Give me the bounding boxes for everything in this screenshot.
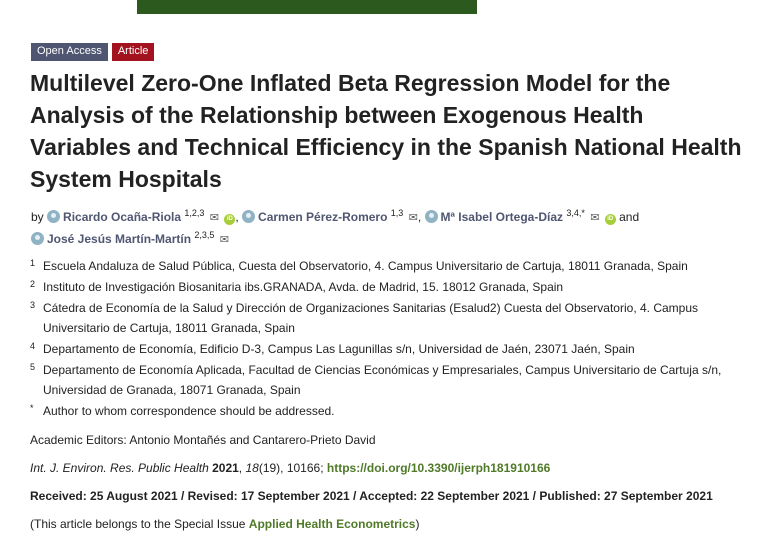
author-name[interactable]: José Jesús Martín-Martín	[47, 232, 192, 246]
citation-year: 2021	[212, 461, 239, 475]
author-list	[31, 207, 751, 251]
academic-editors: Academic Editors: Antonio Montañés and Cantarero-Prieto David	[30, 433, 376, 447]
mail-icon[interactable]: ✉	[219, 234, 229, 246]
author-name[interactable]: Carmen Pérez-Romero	[258, 210, 388, 224]
author-perez-romero[interactable]	[242, 210, 387, 224]
publication-dates: Received: 25 August 2021 / Revised: 17 September 2021 / Accepted: 22 September 2021 / Published: 27 September 2021	[30, 489, 713, 503]
and-label: and	[619, 210, 640, 224]
author-separator: ,	[417, 210, 422, 224]
affiliation-number: 2	[30, 279, 36, 289]
affiliation-item	[30, 298, 730, 338]
author-affiliation-sup: 1,3	[390, 208, 404, 218]
special-issue-suffix: )	[415, 517, 420, 531]
orcid-icon[interactable]: iD	[224, 214, 235, 225]
affiliation-item	[30, 339, 730, 359]
mail-icon[interactable]: ✉	[590, 212, 600, 224]
author-name[interactable]: Ricardo Ocaña-Riola	[63, 210, 182, 224]
affiliation-number: *	[30, 403, 34, 413]
citation-issue-page: (19), 10166;	[258, 461, 324, 475]
author-affiliation-sup: 2,3,5	[194, 230, 215, 240]
special-issue-prefix: (This article belongs to the Special Issue	[30, 517, 249, 531]
author-affiliation-sup: 3,4,*	[566, 208, 585, 218]
author-ocana-riola[interactable]	[47, 210, 181, 224]
correspondence-note	[30, 401, 730, 421]
affiliation-number: 5	[30, 362, 36, 372]
author-avatar-icon	[425, 210, 438, 223]
author-affiliation-sup: 1,2,3	[184, 208, 205, 218]
author-avatar-icon	[31, 232, 44, 245]
mail-icon[interactable]: ✉	[209, 212, 219, 224]
citation-line: Int. J. Environ. Res. Public Health 2021, 18(19), 10166; https://doi.org/10.3390/ijerph181910166	[30, 461, 551, 475]
mail-icon[interactable]: ✉	[408, 212, 418, 224]
affiliation-text: Escuela Andaluza de Salud Pública, Cuesta del Observatorio, 4. Campus Universitario de Cartuja, 18011 Granada, Spain	[43, 259, 688, 273]
affiliation-text: Author to whom correspondence should be addressed.	[43, 404, 335, 418]
article-title: Multilevel Zero-One Inflated Beta Regression Model for the Analysis of the Relationship between Exogenous Health Variables and Technical Efficiency in the Spanish National Health System Hospitals	[30, 70, 742, 192]
open-access-badge[interactable]: Open Access	[31, 43, 108, 61]
citation-volume: 18	[245, 461, 259, 475]
badge-group	[31, 43, 154, 61]
affiliation-number: 4	[30, 341, 36, 351]
affiliation-item	[30, 256, 730, 276]
affiliation-list	[30, 256, 730, 422]
affiliation-number: 1	[30, 258, 36, 268]
orcid-icon[interactable]: iD	[605, 214, 616, 225]
doi-link[interactable]: https://doi.org/10.3390/ijerph181910166	[326, 461, 551, 475]
affiliation-text: Cátedra de Economía de la Salud y Dirección de Organizaciones Sanitarias (Esalud2) Cuesta del Observatorio, 4. Campus Universitario de Cartuja, 18011 Granada, Spain	[43, 301, 699, 335]
header-bar	[137, 0, 477, 14]
by-label: by	[31, 210, 44, 224]
affiliation-number: 3	[30, 300, 36, 310]
author-ortega-diaz[interactable]	[425, 210, 563, 224]
author-name[interactable]: Mª Isabel Ortega-Díaz	[440, 210, 563, 224]
author-avatar-icon	[242, 210, 255, 223]
journal-name: Int. J. Environ. Res. Public Health	[30, 461, 209, 475]
affiliation-item	[30, 277, 730, 297]
affiliation-text: Instituto de Investigación Biosanitaria ibs.GRANADA, Avda. de Madrid, 15. 18012 Granada, Spain	[43, 280, 564, 294]
author-martin-martin[interactable]	[31, 232, 191, 246]
author-avatar-icon	[47, 210, 60, 223]
special-issue-note	[30, 517, 419, 531]
article-type-badge: Article	[112, 43, 155, 61]
affiliation-item	[30, 360, 730, 400]
special-issue-link[interactable]: Applied Health Econometrics	[248, 517, 416, 531]
affiliation-text: Departamento de Economía, Edificio D-3, Campus Las Lagunillas s/n, Universidad de Jaén, 23071 Jaén, Spain	[43, 342, 635, 356]
affiliation-text: Departamento de Economía Aplicada, Facultad de Ciencias Económicas y Empresariales, Campus Universitario de Cartuja s/n, Universidad de Granada, 18071 Granada, Spain	[43, 363, 722, 397]
author-separator: ,	[235, 210, 239, 224]
